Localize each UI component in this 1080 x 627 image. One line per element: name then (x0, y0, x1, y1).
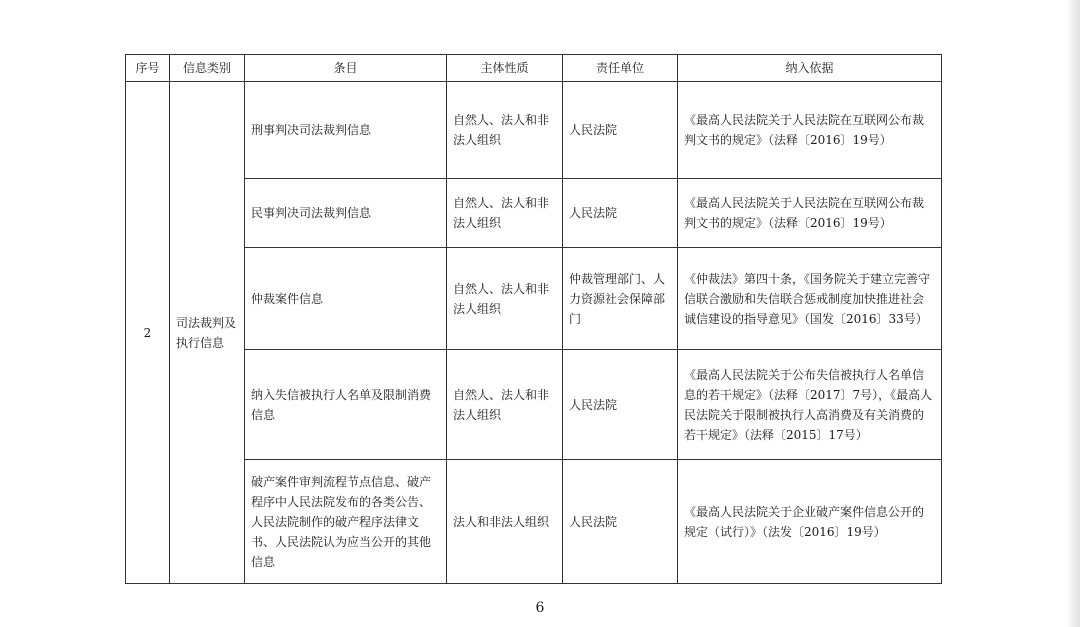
item-cell: 仲裁案件信息 (245, 248, 447, 350)
header-seq: 序号 (126, 55, 170, 82)
item-cell: 刑事判决司法裁判信息 (245, 82, 447, 179)
header-category: 信息类别 (170, 55, 245, 82)
subject-cell: 自然人、法人和非法人组织 (447, 82, 563, 179)
basis-cell: 《仲裁法》第四十条，《国务院关于建立完善守信联合激励和失信联合惩戒制度加快推进社会诚信建设的指导意见》（国发〔2016〕33号） (678, 248, 942, 350)
subject-cell: 自然人、法人和非法人组织 (447, 179, 563, 248)
basis-cell: 《最高人民法院关于人民法院在互联网公布裁判文书的规定》（法释〔2016〕19号） (678, 82, 942, 179)
category-cell: 司法裁判及执行信息 (170, 82, 245, 584)
header-basis: 纳入依据 (678, 55, 942, 82)
item-cell: 纳入失信被执行人名单及限制消费信息 (245, 350, 447, 460)
header-subject: 主体性质 (447, 55, 563, 82)
table-row (126, 179, 942, 248)
table-row (126, 248, 942, 350)
basis-cell: 《最高人民法院关于企业破产案件信息公开的规定（试行）》（法发〔2016〕19号） (678, 460, 942, 584)
unit-cell: 人民法院 (563, 350, 678, 460)
unit-cell: 人民法院 (563, 82, 678, 179)
header-item: 条目 (245, 55, 447, 82)
table-row (126, 350, 942, 460)
unit-cell: 仲裁管理部门、人力资源社会保障部门 (563, 248, 678, 350)
unit-cell: 人民法院 (563, 179, 678, 248)
seq-cell: 2 (126, 82, 170, 584)
page-number: 6 (535, 600, 545, 616)
page-edge-shadow (1066, 0, 1080, 627)
table-row (126, 460, 942, 584)
credit-info-table (125, 54, 942, 584)
header-unit: 责任单位 (563, 55, 678, 82)
subject-cell: 自然人、法人和非法人组织 (447, 248, 563, 350)
unit-cell: 人民法院 (563, 460, 678, 584)
table-header-row (126, 55, 942, 82)
table-row (126, 82, 942, 179)
basis-cell: 《最高人民法院关于人民法院在互联网公布裁判文书的规定》（法释〔2016〕19号） (678, 179, 942, 248)
item-cell: 民事判决司法裁判信息 (245, 179, 447, 248)
basis-cell: 《最高人民法院关于公布失信被执行人名单信息的若干规定》（法释〔2017〕7号），《最高人民法院关于限制被执行人高消费及有关消费的若干规定》（法释〔2015〕17号） (678, 350, 942, 460)
subject-cell: 法人和非法人组织 (447, 460, 563, 584)
item-cell: 破产案件审判流程节点信息、破产程序中人民法院发布的各类公告、人民法院制作的破产程序法律文书、人民法院认为应当公开的其他信息 (245, 460, 447, 584)
subject-cell: 自然人、法人和非法人组织 (447, 350, 563, 460)
